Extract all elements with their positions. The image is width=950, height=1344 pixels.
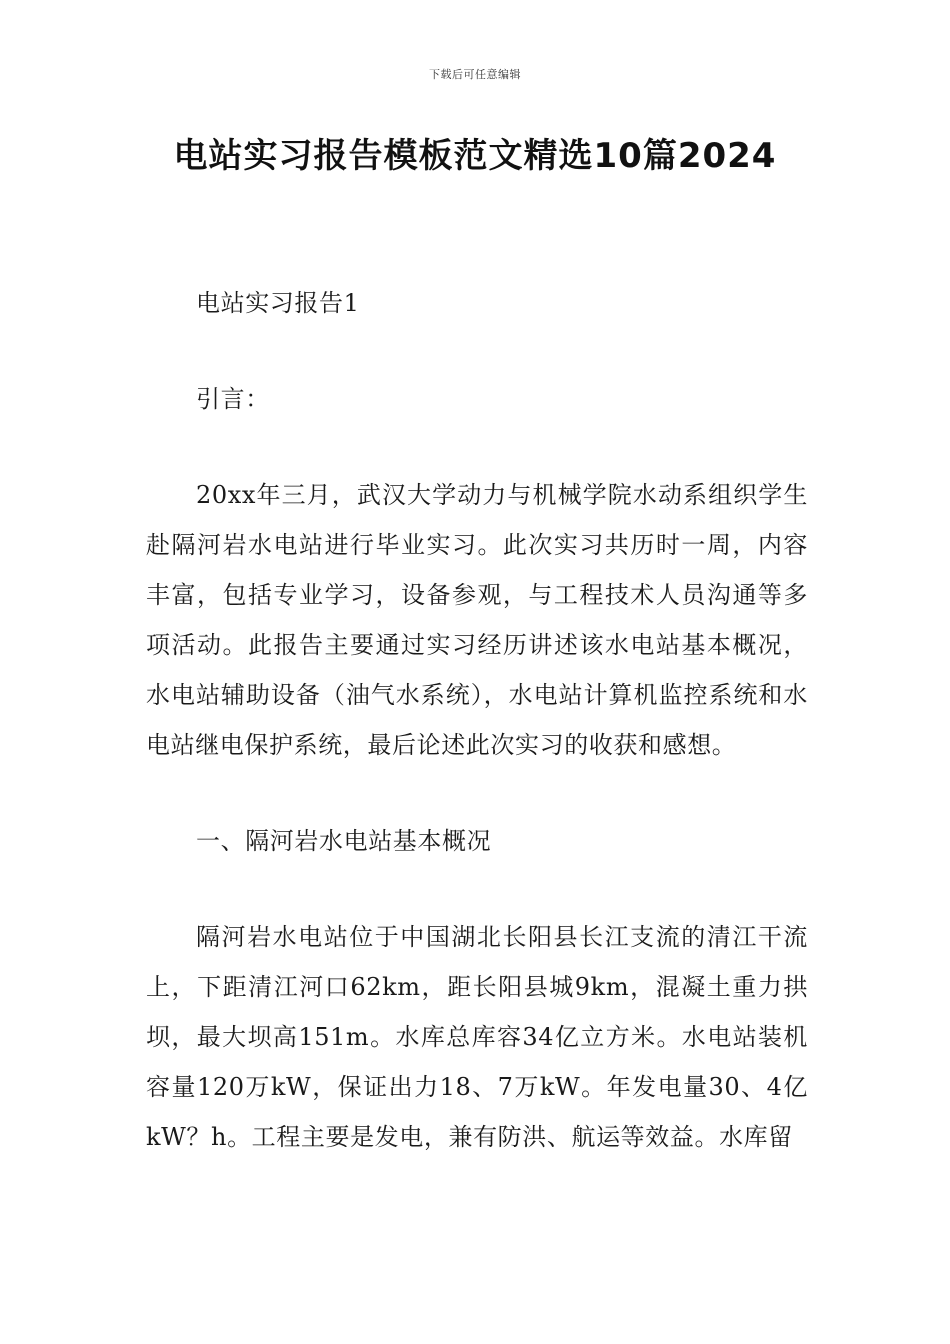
- intro-label: 引言：: [196, 385, 270, 413]
- download-watermark: 下载后可任意编辑: [429, 68, 521, 81]
- section-paragraph: 隔河岩水电站位于中国湖北长阳县长江支流的清江干流上，下距清江河口62km，距长阳县城9km，混凝土重力拱坝，最大坝高151m。水库总库容34亿立方米。水电站装机容量120万kW，保证出力18、7万kW。年发电量30、4亿kW？h。工程主要是发电，兼有防洪、航运等效益。水库留: [146, 923, 808, 1151]
- document-body: [146, 278, 808, 1208]
- report-heading: 电站实习报告1: [196, 289, 360, 317]
- document-title: 电站实习报告模板范文精选10篇2024: [173, 136, 777, 176]
- section-heading: 一、隔河岩水电站基本概况: [196, 827, 492, 855]
- intro-paragraph: 20xx年三月，武汉大学动力与机械学院水动系组织学生赴隔河岩水电站进行毕业实习。此次实习共历时一周，内容丰富，包括专业学习，设备参观，与工程技术人员沟通等多项活动。此报告主要通过实习经历讲述该水电站基本概况，水电站辅助设备（油气水系统），水电站计算机监控系统和水电站继电保护系统，最后论述此次实习的收获和感想。: [146, 481, 808, 759]
